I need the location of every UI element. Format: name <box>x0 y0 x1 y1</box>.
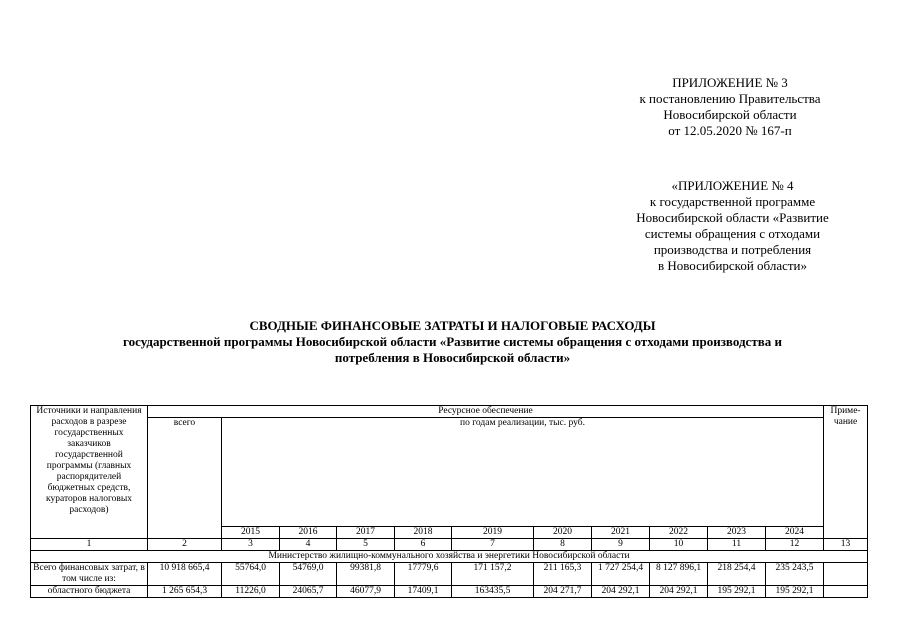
header-year: 2022 <box>650 527 708 539</box>
cell-value: 235 243,5 <box>766 563 824 586</box>
cell-value: 195 292,1 <box>708 586 766 598</box>
header-year: 2017 <box>337 527 395 539</box>
appendix-3-header <box>610 75 850 139</box>
appendix-4-line: к государственной программе <box>649 194 816 209</box>
ministry-row <box>31 551 868 563</box>
cell-value: 46077,9 <box>337 586 395 598</box>
column-number: 8 <box>534 539 592 551</box>
row-label: областного бюджета <box>31 586 148 598</box>
header-year: 2021 <box>592 527 650 539</box>
column-number: 4 <box>280 539 337 551</box>
cell-value: 17409,1 <box>395 586 452 598</box>
table-row <box>31 586 868 598</box>
column-number: 6 <box>395 539 452 551</box>
header-year: 2024 <box>766 527 824 539</box>
appendix-4-line: в Новосибирской области» <box>657 258 808 273</box>
header-year: 2023 <box>708 527 766 539</box>
column-number: 9 <box>592 539 650 551</box>
header-year: 2020 <box>534 527 592 539</box>
cell-value: 218 254,4 <box>708 563 766 586</box>
header-years-group: по годам реализации, тыс. руб. <box>222 418 824 527</box>
appendix-4-line: «ПРИЛОЖЕНИЕ № 4 <box>671 178 794 193</box>
cell-value <box>824 586 868 598</box>
column-number: 1 <box>31 539 148 551</box>
column-number: 10 <box>650 539 708 551</box>
cell-value: 17779,6 <box>395 563 452 586</box>
cell-value: 11226,0 <box>222 586 280 598</box>
cell-value <box>824 563 868 586</box>
cell-value: 10 918 665,4 <box>148 563 222 586</box>
header-sources: Источники и направления расходов в разрезе государственных заказчиков государственной программы (главных распорядителей бюджетных средств, кураторов налоговых расходов) <box>31 406 148 539</box>
ministry-name: Министерство жилищно-коммунального хозяйства и энергетики Новосибирской области <box>31 551 868 563</box>
column-number-row <box>31 539 868 551</box>
appendix-3-line: от 12.05.2020 № 167-п <box>668 123 792 138</box>
header-year: 2015 <box>222 527 280 539</box>
appendix-4-line: производства и потребления <box>653 242 812 257</box>
column-number: 5 <box>337 539 395 551</box>
appendix-3-line: Новосибирской области <box>663 107 797 122</box>
header-year: 2019 <box>452 527 534 539</box>
cell-value: 1 727 254,4 <box>592 563 650 586</box>
header-note: Приме-чание <box>824 406 868 539</box>
row-label: Всего финансовых затрат, в том числе из: <box>31 563 148 586</box>
appendix-3-line: ПРИЛОЖЕНИЕ № 3 <box>672 75 788 90</box>
header-year: 2016 <box>280 527 337 539</box>
cell-value: 204 292,1 <box>650 586 708 598</box>
column-number: 2 <box>148 539 222 551</box>
appendix-4-line: системы обращения с отходами <box>644 226 821 241</box>
cell-value: 99381,8 <box>337 563 395 586</box>
cell-value: 8 127 896,1 <box>650 563 708 586</box>
header-row-2 <box>31 418 868 527</box>
financial-table <box>30 405 868 598</box>
header-row-1 <box>31 406 868 418</box>
column-number: 13 <box>824 539 868 551</box>
appendix-4-header <box>600 178 865 274</box>
column-number: 12 <box>766 539 824 551</box>
column-number: 3 <box>222 539 280 551</box>
cell-value: 195 292,1 <box>766 586 824 598</box>
cell-value: 163435,5 <box>452 586 534 598</box>
appendix-3-line: к постановлению Правительства <box>639 91 821 106</box>
cell-value: 1 265 654,3 <box>148 586 222 598</box>
header-resource: Ресурсное обеспечение <box>148 406 824 418</box>
header-year: 2018 <box>395 527 452 539</box>
cell-value: 204 292,1 <box>592 586 650 598</box>
title-line-1: СВОДНЫЕ ФИНАНСОВЫЕ ЗАТРАТЫ И НАЛОГОВЫЕ РАСХОДЫ <box>249 318 656 333</box>
appendix-4-line: Новосибирской области «Развитие <box>636 210 829 225</box>
column-number: 11 <box>708 539 766 551</box>
cell-value: 54769,0 <box>280 563 337 586</box>
cell-value: 24065,7 <box>280 586 337 598</box>
table-row <box>31 563 868 586</box>
cell-value: 171 157,2 <box>452 563 534 586</box>
column-number: 7 <box>452 539 534 551</box>
cell-value: 204 271,7 <box>534 586 592 598</box>
title-line-2: государственной программы Новосибирской области «Развитие системы обращения с отходами производства и <box>123 334 782 349</box>
cell-value: 55764,0 <box>222 563 280 586</box>
document-title <box>40 318 865 366</box>
title-line-3: потребления в Новосибирской области» <box>334 350 571 365</box>
header-total: всего <box>148 418 222 539</box>
cell-value: 211 165,3 <box>534 563 592 586</box>
